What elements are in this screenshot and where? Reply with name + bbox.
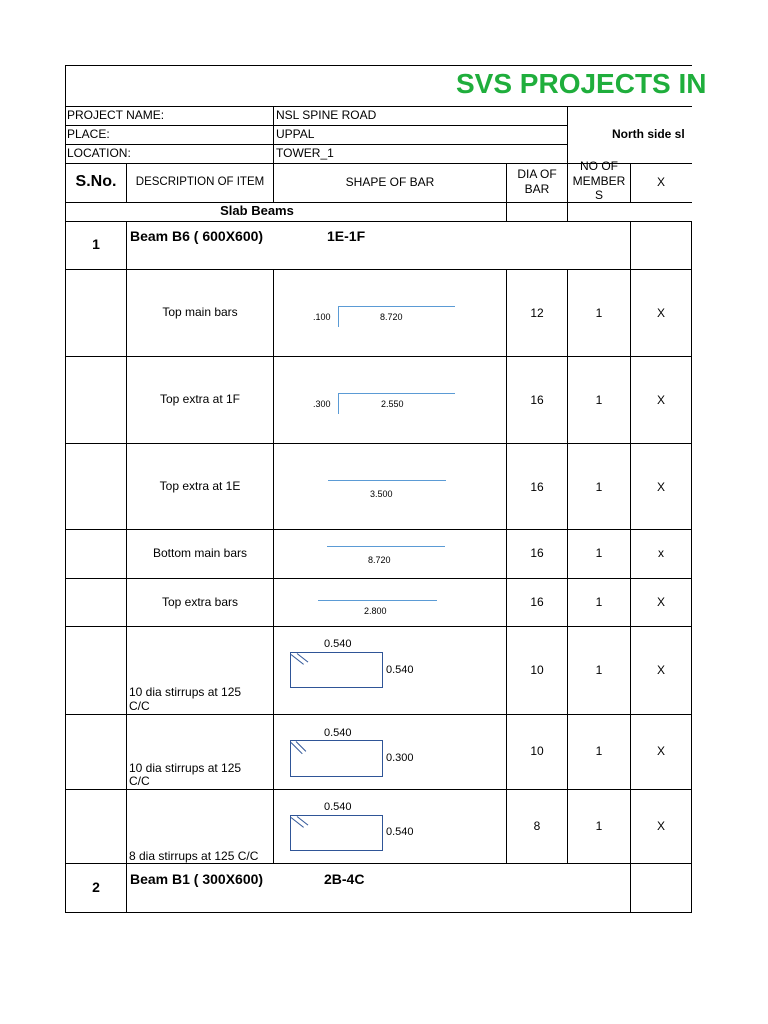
bar-hook [338,393,339,414]
row-description: Top extra at 1F [159,392,241,406]
row-description: 10 dia stirrups at 125 [129,761,242,775]
bar-dim-a: .100 [313,312,331,322]
row-x: X [656,595,665,609]
bar-line [338,393,455,394]
row-dia: 16 [530,546,544,560]
beam-sno: 2 [92,879,100,895]
stirrup-width: 0.540 [324,638,352,650]
row-dia: 16 [530,595,544,609]
row-x: X [656,480,665,494]
row-members: 1 [595,819,603,833]
grid-line [65,65,66,913]
bar-line [318,600,437,601]
grid-line [65,863,692,864]
row-members: 1 [595,306,603,320]
project-name-value: NSL SPINE ROAD [276,108,377,122]
row-x: x [658,546,664,560]
stirrup-width: 0.540 [324,801,352,813]
grid-line [65,269,692,270]
grid-line [65,789,692,790]
col-members-3: S [594,188,603,202]
row-members: 1 [595,480,603,494]
grid-line [273,269,274,864]
section-title: Slab Beams [220,203,294,218]
row-description: Top extra bars [161,595,239,609]
row-x: X [656,819,665,833]
location-label: LOCATION: [67,146,131,160]
bar-line [327,546,445,547]
side-note: North side sl [612,127,685,141]
grid-line [65,106,692,107]
row-description: Top main bars [162,305,238,319]
grid-line [65,443,692,444]
grid-line [65,144,568,145]
grid-line [65,912,692,913]
col-x: X [656,175,665,189]
row-dia: 10 [530,663,544,677]
stirrup-height: 0.540 [386,664,414,676]
col-members-2: MEMBER [572,174,626,188]
grid-line [126,221,127,913]
row-members: 1 [595,663,603,677]
bar-dim-b: 3.500 [370,489,393,499]
col-description: DESCRIPTION OF ITEM [135,176,265,188]
beam-grid: 1E-1F [327,228,366,244]
grid-line [65,626,692,627]
bar-dim-b: 2.550 [381,399,404,409]
grid-line [65,714,692,715]
project-name-label: PROJECT NAME: [67,108,165,122]
stirrup-height: 0.300 [386,752,414,764]
grid-line [65,356,692,357]
grid-line [65,578,692,579]
grid-line [630,863,631,913]
row-description: 8 dia stirrups at 125 C/C [129,849,259,863]
location-value: TOWER_1 [276,146,334,160]
row-dia: 16 [530,393,544,407]
row-dia: 10 [530,744,544,758]
company-title: SVS PROJECTS IN [456,68,707,99]
row-members: 1 [595,546,603,560]
col-members-1: NO OF [580,159,618,173]
col-shape: SHAPE OF BAR [345,175,435,189]
bar-dim-b: 2.800 [364,606,387,616]
bar-line [328,480,446,481]
grid-line [65,65,692,66]
beam-title: Beam B6 ( 600X600) [130,228,264,244]
bar-line [338,306,455,307]
bar-dim-a: .300 [313,399,331,409]
row-description-cont: C/C [129,699,150,713]
bar-dim-b: 8.720 [368,555,391,565]
row-dia: 12 [530,306,544,320]
beam-title: Beam B1 ( 300X600) [130,871,264,887]
row-x: X [656,663,665,677]
col-dia-text: DIA OF BAR [517,167,557,196]
row-x: X [656,306,665,320]
col-sno: S.No. [75,173,117,190]
grid-line [691,221,692,913]
row-members: 1 [595,744,603,758]
bar-dim-b: 8.720 [380,312,403,322]
row-x: X [656,744,665,758]
row-members: 1 [595,393,603,407]
stirrup-shape [290,740,383,777]
grid-line [567,269,568,864]
grid-line [506,269,507,864]
row-x: X [656,393,665,407]
row-description: 10 dia stirrups at 125 [129,685,242,699]
bar-hook [338,306,339,327]
beam-sno: 1 [92,236,100,252]
row-dia: 8 [533,819,541,833]
stirrup-width: 0.540 [324,727,352,739]
place-value: UPPAL [276,127,315,141]
beam-grid: 2B-4C [324,871,365,887]
stirrup-height: 0.540 [386,826,414,838]
row-description: Bottom main bars [152,546,248,560]
grid-line [65,202,692,203]
row-dia: 16 [530,480,544,494]
grid-line [65,529,692,530]
place-label: PLACE: [67,127,110,141]
row-description: Top extra at 1E [159,479,241,493]
col-dia [507,167,567,197]
grid-line [65,125,568,126]
grid-line [65,221,692,222]
row-members: 1 [595,595,603,609]
row-description-cont: C/C [129,774,150,788]
